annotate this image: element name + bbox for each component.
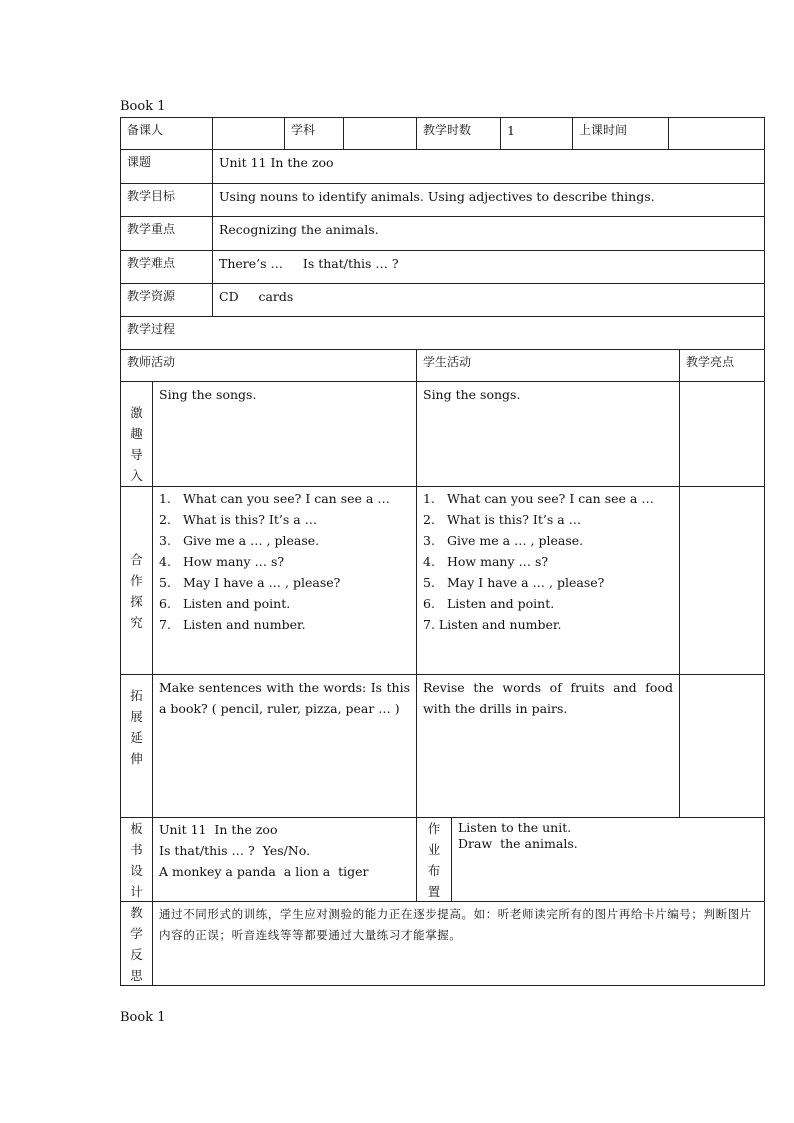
- subject-label: 学科: [284, 117, 344, 150]
- board-design-label: [120, 817, 153, 902]
- objectives-label: 教学目标: [120, 183, 213, 217]
- stage-char: 探: [130, 594, 143, 609]
- step-number: 7.: [159, 617, 171, 632]
- subject-value: [343, 117, 417, 150]
- step-text: Give me a … , please.: [447, 533, 584, 548]
- step-number: 1.: [159, 491, 171, 506]
- step-text: Listen and point.: [183, 596, 291, 611]
- list-item: [423, 551, 673, 572]
- process-label: 教学过程: [120, 316, 765, 350]
- teacher-activity-header: 教师活动: [120, 349, 417, 382]
- homework-content: [451, 817, 765, 902]
- stage-extension-label: [120, 674, 153, 818]
- list-item: [159, 509, 410, 530]
- step-text: How many … s?: [447, 554, 549, 569]
- objectives-value: Using nouns to identify animals. Using adjectives to describe things.: [212, 183, 765, 217]
- hours-label: 教学时数: [416, 117, 501, 150]
- step-number: 6.: [159, 596, 171, 611]
- stage-char: 延: [130, 730, 143, 745]
- extension-teacher: Make sentences with the words: Is this a book? ( pencil, ruler, pizza, pear … ): [152, 674, 417, 818]
- student-steps-list: [423, 488, 673, 635]
- step-number: 4.: [423, 554, 435, 569]
- list-item: [423, 530, 673, 551]
- stage-char: 趣: [130, 426, 143, 441]
- stage-char: 展: [130, 709, 143, 724]
- difficulties-label: 教学难点: [120, 250, 213, 284]
- step-number: 6.: [423, 596, 435, 611]
- step-number: 3.: [159, 533, 171, 548]
- step-text: Listen and point.: [447, 596, 555, 611]
- homework-line: Listen to the unit.: [458, 820, 572, 835]
- list-item: [159, 488, 410, 509]
- warmup-teacher: Sing the songs.: [152, 381, 417, 487]
- explore-teacher: [152, 486, 417, 675]
- stage-char: 书: [130, 842, 143, 857]
- step-number: 5.: [159, 575, 171, 590]
- preparer-value: [212, 117, 285, 150]
- list-item: [423, 614, 673, 635]
- step-text: May I have a … , please?: [447, 575, 605, 590]
- teacher-steps-list: [159, 488, 410, 635]
- step-number: 4.: [159, 554, 171, 569]
- stage-char: 激: [130, 405, 143, 420]
- warmup-highlight: [679, 381, 765, 487]
- step-number: 1.: [423, 491, 435, 506]
- preparer-label: 备课人: [120, 117, 213, 150]
- step-text: 7. Listen and number.: [423, 617, 562, 632]
- step-text: How many … s?: [183, 554, 285, 569]
- stage-char: 伸: [130, 751, 143, 766]
- step-number: 2.: [159, 512, 171, 527]
- step-text: Give me a … , please.: [183, 533, 320, 548]
- key-points-label: 教学重点: [120, 216, 213, 251]
- class-time-value: [668, 117, 765, 150]
- step-text: Listen and number.: [183, 617, 306, 632]
- list-item: [423, 572, 673, 593]
- stage-char: 反: [130, 947, 143, 962]
- list-item: [423, 488, 673, 509]
- step-text: What is this? It’s a …: [447, 512, 582, 527]
- step-text: What can you see? I can see a …: [183, 491, 390, 506]
- stage-char: 导: [130, 447, 143, 462]
- homework-label: [416, 817, 452, 902]
- key-points-value: Recognizing the animals.: [212, 216, 765, 251]
- book-label-bottom: Book 1: [120, 1010, 166, 1025]
- stage-char: 思: [130, 968, 143, 983]
- class-time-label: 上课时间: [572, 117, 669, 150]
- step-text: What can you see? I can see a …: [447, 491, 654, 506]
- stage-char: 学: [130, 926, 143, 941]
- stage-explore-label: [120, 486, 153, 675]
- stage-char: 布: [427, 863, 441, 878]
- stage-char: 合: [130, 552, 143, 567]
- stage-char: 教: [130, 905, 143, 920]
- step-number: 2.: [423, 512, 435, 527]
- extension-highlight: [679, 674, 765, 818]
- homework-line: Draw the animals.: [458, 836, 578, 851]
- reflection-label: [120, 901, 153, 986]
- step-number: 3.: [423, 533, 435, 548]
- difficulties-value: There’s … Is that/this … ?: [212, 250, 765, 284]
- board-line: Unit 11 In the zoo: [159, 822, 278, 837]
- stage-char: 拓: [130, 688, 143, 703]
- board-design-content: [152, 817, 417, 902]
- list-item: [423, 509, 673, 530]
- hours-value: 1: [500, 117, 573, 150]
- explore-student: [416, 486, 680, 675]
- topic-label: 课题: [120, 149, 213, 184]
- stage-char: 设: [130, 863, 143, 878]
- stage-char: 计: [130, 884, 143, 899]
- list-item: [159, 593, 410, 614]
- book-label-top: Book 1: [120, 99, 166, 114]
- list-item: [159, 551, 410, 572]
- resources-label: 教学资源: [120, 283, 213, 317]
- stage-char: 业: [427, 842, 441, 857]
- list-item: [159, 530, 410, 551]
- stage-char: 究: [130, 615, 143, 630]
- list-item: [423, 593, 673, 614]
- extension-student: Revise the words of fruits and food with the drills in pairs.: [416, 674, 680, 818]
- topic-value: Unit 11 In the zoo: [212, 149, 765, 184]
- explore-highlight: [679, 486, 765, 675]
- list-item: [159, 614, 410, 635]
- step-number: 5.: [423, 575, 435, 590]
- list-item: [159, 572, 410, 593]
- stage-char: 板: [130, 821, 143, 836]
- stage-warmup-label: [120, 381, 153, 487]
- reflection-content: 通过不同形式的训练，学生应对测验的能力正在逐步提高。如：听老师读完所有的图片再给卡片编号；判断图片内容的正误；听音连线等等都要通过大量练习才能掌握。: [152, 901, 765, 986]
- step-text: What is this? It’s a …: [183, 512, 318, 527]
- step-text: May I have a … , please?: [183, 575, 341, 590]
- stage-char: 置: [427, 884, 441, 899]
- warmup-student: Sing the songs.: [416, 381, 680, 487]
- highlight-header: 教学亮点: [679, 349, 765, 382]
- stage-char: 作: [427, 821, 441, 836]
- stage-char: 作: [130, 573, 143, 588]
- student-activity-header: 学生活动: [416, 349, 680, 382]
- stage-char: 入: [130, 468, 143, 483]
- board-line: A monkey a panda a lion a tiger: [159, 864, 369, 879]
- board-line: Is that/this … ? Yes/No.: [159, 843, 311, 858]
- resources-value: CD cards: [212, 283, 765, 317]
